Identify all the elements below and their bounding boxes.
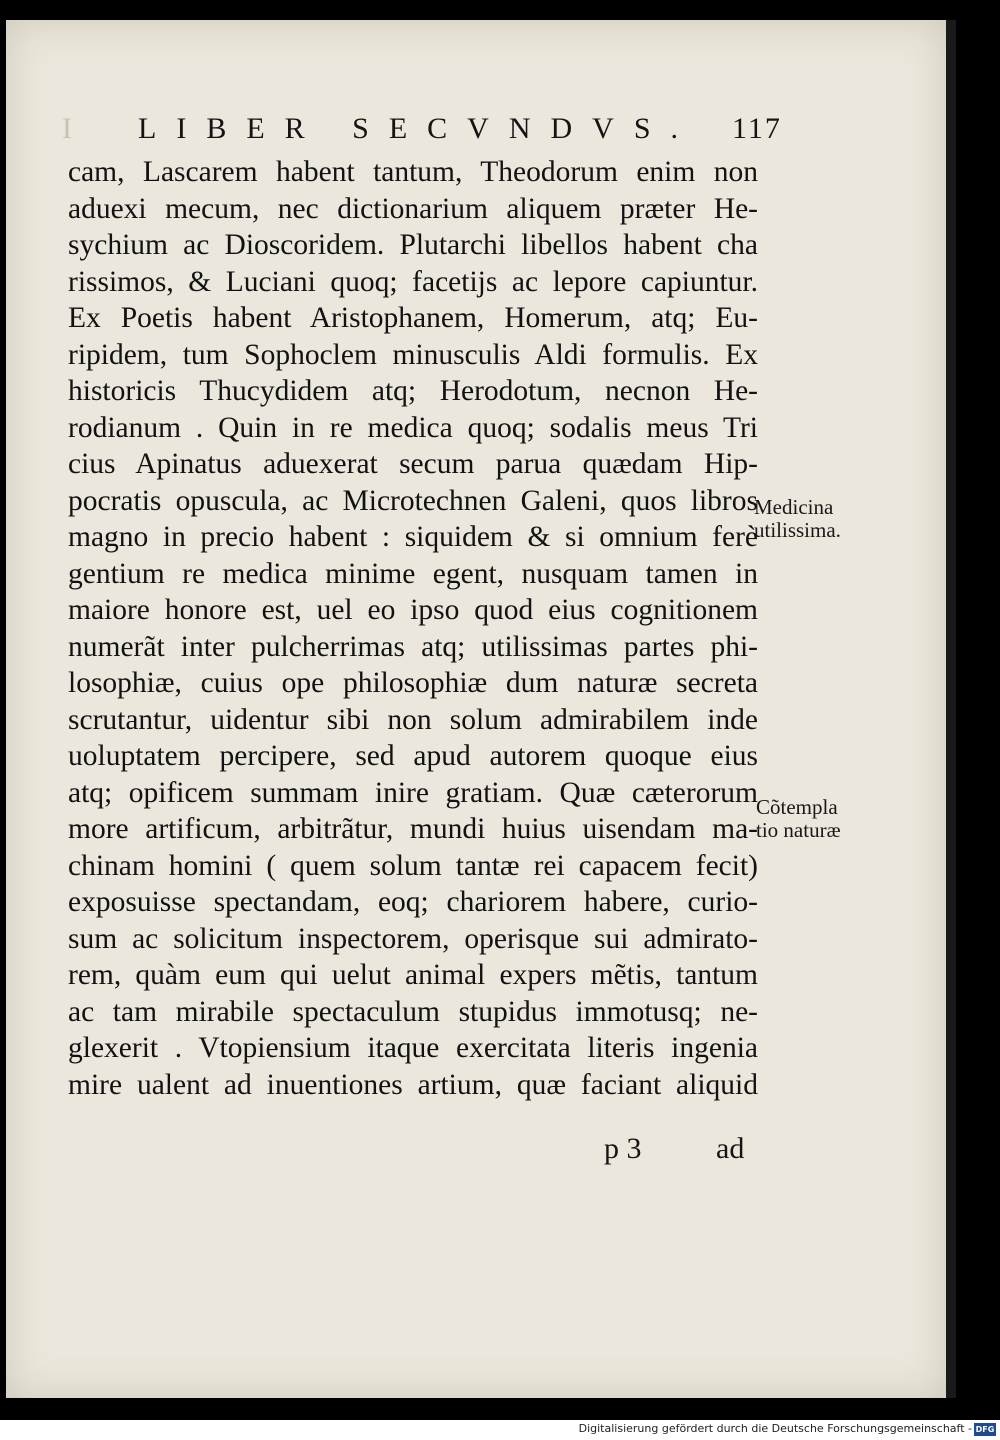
margin-note-line: Medicina: [754, 495, 834, 519]
text-line: numerãt inter pulcherrimas atq; utilissimas partes phi-: [68, 630, 758, 663]
credit-bar: [0, 1420, 1000, 1440]
text-line: chinam homini ( quem solum tantæ rei capacem fecit): [68, 849, 758, 882]
body-text: [68, 154, 758, 1103]
text-line: gentium re medica minime egent, nusquam tamen in: [68, 557, 758, 590]
text-line: rem, quàm eum qui uelut animal expers mẽtis, tantum: [68, 959, 758, 991]
text-line: cius Apinatus aduexerat secum parua quædam Hip-: [68, 448, 758, 480]
text-line: glexerit . Vtopiensium itaque exercitata literis ingenia: [68, 1032, 758, 1064]
text-line: historicis Thucydidem atq; Herodotum, necnon He-: [68, 375, 758, 407]
page-edge: [946, 20, 956, 1398]
text-line: atq; opificem summam inire gratiam. Quæ cæterorum: [68, 776, 758, 809]
dfg-logo-icon: DFG: [975, 1425, 995, 1434]
text-line: magno in precio habent : siquidem & si omnium ferè: [68, 521, 758, 553]
text-line: more artificum, arbitrãtur, mundi huius uisendam ma-: [68, 813, 758, 845]
text-line: losophiæ, cuius ope philosophiæ dum naturæ secreta: [68, 667, 758, 699]
catchword: ad: [716, 1132, 745, 1165]
text-line: rissimos, & Luciani quoq; facetijs ac lepore capiuntur.: [68, 265, 758, 298]
text-line: ac tam mirabile spectaculum stupidus immotusq; ne-: [68, 995, 758, 1028]
text-line: Ex Poetis habent Aristophanem, Homerum, atq; Eu-: [68, 302, 758, 334]
text-line: maiore honore est, uel eo ipso quod eius cognitionem: [68, 594, 758, 626]
text-line: uoluptatem percipere, sed apud autorem quoque eius: [68, 740, 758, 772]
text-line: mire ualent ad inuentiones artium, quæ faciant aliquid: [68, 1068, 758, 1101]
text-line: sum ac solicitum inspectorem, operisque sui admirato-: [68, 922, 758, 955]
running-head: LIBER SECVNDVS.: [138, 112, 699, 145]
margin-note-contemplatio: [756, 796, 876, 842]
text-line: scrutantur, uidentur sibi non solum admirabilem inde: [68, 703, 758, 736]
text-line: cam, Lascarem habent tantum, Theodorum enim non: [68, 156, 758, 188]
text-line: aduexi mecum, nec dictionarium aliquem præter He-: [68, 192, 758, 225]
text-line: pocratis opuscula, ac Microtechnen Galeni, quos libros: [68, 484, 758, 517]
bleed-through-header: I: [62, 112, 92, 145]
page-header: [62, 112, 782, 152]
funding-credit: Digitalisierung gefördert durch die Deutsche Forschungsgemeinschaft -: [578, 1422, 972, 1435]
margin-note-line: utilissima.: [754, 518, 841, 542]
signature-mark: p 3: [604, 1132, 642, 1165]
margin-note-line: Cõtempla: [756, 795, 838, 819]
margin-note-medicina: [754, 496, 874, 542]
text-line: sychium ac Dioscoridem. Plutarchi libellos habent cha: [68, 229, 758, 261]
text-line: exposuisse spectandam, eoq; chariorem habere, curio-: [68, 886, 758, 918]
text-line: rodianum . Quin in re medica quoq; sodalis meus Tri: [68, 411, 758, 444]
page-number: 117: [732, 112, 782, 145]
text-line: ripidem, tum Sophoclem minusculis Aldi formulis. Ex: [68, 338, 758, 371]
margin-note-line: tio naturæ: [756, 818, 841, 842]
